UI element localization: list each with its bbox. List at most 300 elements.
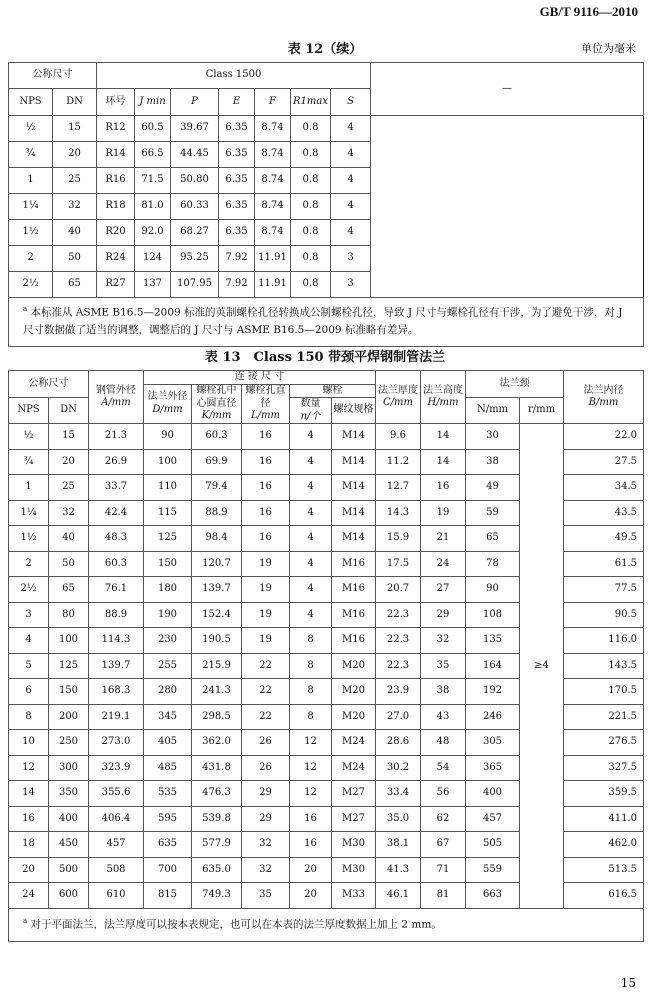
t12-cell: 50 [53,246,97,272]
t13-cell: M14 [332,475,376,501]
t12-cell: 3 [331,272,371,298]
t13-cell: 120.7 [192,551,242,577]
table-row [9,168,644,194]
t13-cell: 20 [290,857,332,883]
t12-cell: R20 [97,220,135,246]
t12-cell: 8.74 [255,142,291,168]
t12-cell: 2 [9,246,53,272]
t12-cell: 0.8 [291,246,331,272]
t12-cell: 6.35 [219,142,255,168]
t12-col-head: P [171,89,219,116]
t13-cell: 19 [242,577,290,603]
t12-cell: R14 [97,142,135,168]
t13-cell: 25 [49,475,89,501]
t13-cell: 22.0 [564,424,644,450]
t13-cell: 100 [144,449,192,475]
t13-cell: 59 [466,500,520,526]
t12-cell: 2½ [9,272,53,298]
t12-cell: 6.35 [219,168,255,194]
t12-cell: 4 [331,194,371,220]
table-row [9,194,644,220]
t13-cell: 400 [466,781,520,807]
t13-cell: M14 [332,424,376,450]
t13-cell: M16 [332,577,376,603]
t13-cell: 16 [290,832,332,858]
t13-cell: 60.3 [192,424,242,450]
table-row [9,424,644,450]
t13-cell: 81 [421,883,466,909]
t12-cell: 137 [135,272,171,298]
t13-cell: 164 [466,653,520,679]
t12-cell: 0.8 [291,194,331,220]
t13-cell: 16 [9,806,49,832]
t13-cell: 610 [89,883,144,909]
t13-cell: 400 [49,806,89,832]
t13-cell: 180 [144,577,192,603]
t13-cell: M20 [332,653,376,679]
t13-cell: 28.6 [376,730,421,756]
t13-head-thread: 螺纹规格 [332,398,376,424]
t13-head-thickness: 法兰厚度 C/mm [376,371,421,424]
t13-cell: 32 [421,628,466,654]
t13-cell: 405 [144,730,192,756]
t13-cell: 54 [421,755,466,781]
t12-cell: 8.74 [255,168,291,194]
t13-head-dn: DN [49,398,89,424]
t12-cell: R18 [97,194,135,220]
t13-cell: 280 [144,679,192,705]
t13-cell: 462.0 [564,832,644,858]
t13-cell: 190 [144,602,192,628]
t13-cell: 14 [421,449,466,475]
t13-cell: 35 [421,653,466,679]
t13-cell: 33.4 [376,781,421,807]
t13-cell: 4 [290,602,332,628]
t13-cell: M24 [332,730,376,756]
t13-cell: 65 [49,577,89,603]
t13-cell: 600 [49,883,89,909]
t13-cell: 152.4 [192,602,242,628]
t13-cell: 19 [242,628,290,654]
t13-cell: 241.3 [192,679,242,705]
t12-cell: 11.91 [255,272,291,298]
t13-cell: 18 [9,832,49,858]
t12-cell: 81.0 [135,194,171,220]
t13-cell: 90 [144,424,192,450]
t13-cell: 508 [89,857,144,883]
t13-cell: 26 [242,755,290,781]
t13-cell: 170.5 [564,679,644,705]
t13-cell: 150 [144,551,192,577]
t13-cell: M27 [332,781,376,807]
t13-cell: 635 [144,832,192,858]
t13-cell: 20.7 [376,577,421,603]
t13-cell: 5 [9,653,49,679]
t13-cell: 48.3 [89,526,144,552]
t13-head-bolt-hole: 螺栓孔直径 L/mm [242,384,290,424]
t13-cell: 76.1 [89,577,144,603]
t13-cell: 323.9 [89,755,144,781]
t13-head-nps: NPS [9,398,49,424]
t13-cell: 8 [9,704,49,730]
table12-title: 表 12（续） [287,42,363,57]
t13-cell: 20 [290,883,332,909]
t13-cell: 616.5 [564,883,644,909]
t12-cell: 0.8 [291,142,331,168]
t13-cell: 273.0 [89,730,144,756]
t13-cell: 200 [49,704,89,730]
t13-cell: 700 [144,857,192,883]
t13-cell: 4 [290,526,332,552]
t13-cell: 230 [144,628,192,654]
t13-cell: M24 [332,755,376,781]
t13-cell: 3 [9,602,49,628]
t13-cell: 355.6 [89,781,144,807]
t13-cell: 30.2 [376,755,421,781]
t13-cell: 4 [290,449,332,475]
t13-cell: 11.2 [376,449,421,475]
table-row [9,142,644,168]
t13-cell: 30 [466,424,520,450]
t13-cell: 4 [290,500,332,526]
t13-cell: 79.4 [192,475,242,501]
t13-cell: 139.7 [192,577,242,603]
t13-head-neck: 法兰颈 [466,371,564,398]
t13-head-bolt: 螺栓 [290,384,376,398]
t13-cell: 4 [9,628,49,654]
t13-cell: 49 [466,475,520,501]
t12-cell: 6.35 [219,194,255,220]
t13-cell: 32 [242,857,290,883]
t13-head-neck-r: r/mm [520,398,564,424]
t13-cell: 406.4 [89,806,144,832]
t12-col-head: NPS [9,89,53,116]
t13-cell: ¾ [9,449,49,475]
t13-cell: 100 [49,628,89,654]
t12-cell: 92.0 [135,220,171,246]
t13-cell: 26.9 [89,449,144,475]
t13-cell: 125 [49,653,89,679]
t13-cell: 190.5 [192,628,242,654]
t13-cell: 116.0 [564,628,644,654]
t13-cell: 19 [242,602,290,628]
t13-cell: M16 [332,602,376,628]
t13-cell: 168.3 [89,679,144,705]
t12-cell: 4 [331,220,371,246]
t13-cell: 40 [49,526,89,552]
t13-cell: 663 [466,883,520,909]
t13-cell: 20 [49,449,89,475]
t13-cell: 505 [466,832,520,858]
t12-col-head: E [219,89,255,116]
t13-cell: 29 [421,602,466,628]
t13-cell: 69.9 [192,449,242,475]
t12-col-head: J min [135,89,171,116]
t13-cell: M16 [332,551,376,577]
t13-cell: 143.5 [564,653,644,679]
t13-cell: 19 [421,500,466,526]
t13-cell: 350 [49,781,89,807]
t13-cell: 16 [242,449,290,475]
t13-cell: 255 [144,653,192,679]
table13 [8,370,644,942]
t13-cell: 62 [421,806,466,832]
t13-cell: 48 [421,730,466,756]
table12-unit: 单位为毫米 [581,42,636,55]
t13-cell: 14 [421,424,466,450]
t13-cell: 35.0 [376,806,421,832]
t12-cell: 60.5 [135,116,171,142]
t13-cell: M14 [332,500,376,526]
t13-cell: 359.5 [564,781,644,807]
t13-head-bore: 法兰内径 B/mm [564,371,644,424]
t13-cell: ½ [9,424,49,450]
t13-cell: 27 [421,577,466,603]
t13-cell: 22.3 [376,628,421,654]
t13-cell: 500 [49,857,89,883]
t13-cell: 77.5 [564,577,644,603]
t13-cell: 38 [421,679,466,705]
t13-cell: 49.5 [564,526,644,552]
t13-cell: 125 [144,526,192,552]
table13-title: 表 13 Class 150 带颈平焊钢制管法兰 [204,350,446,365]
table-row [9,246,644,272]
t12-cell: ½ [9,116,53,142]
t13-cell: 23.9 [376,679,421,705]
t13-cell: 88.9 [89,602,144,628]
t13-footnote: $^a$ 对于平面法兰，法兰厚度可以按本表规定，也可以在本表的法兰厚度数据上加上 2 mm。 [9,908,644,941]
t13-cell: 114.3 [89,628,144,654]
t12-footnote: $^a$ 本标准从 ASME B16.5—2009 标准的英制螺栓孔径转换成公制螺栓孔径，导致 J 尺寸与螺栓孔径有干涉，为了避免干涉，对 J 尺寸数据做了适当的调整，调整后的 J 尺寸与 ASME B16.5—2009 标准略有差异。 [9,298,644,347]
t13-cell: 10 [9,730,49,756]
t13-cell: 19 [242,551,290,577]
t13-cell: 362.0 [192,730,242,756]
t12-cell: ¾ [9,142,53,168]
t12-cell: 68.27 [171,220,219,246]
t13-cell: 221.5 [564,704,644,730]
t13-cell: 22 [242,704,290,730]
t12-cell: 4 [331,168,371,194]
t13-cell: 749.3 [192,883,242,909]
t13-cell: 4 [290,424,332,450]
t12-cell: 50.80 [171,168,219,194]
t12-cell: R24 [97,246,135,272]
t13-cell: 90.5 [564,602,644,628]
t13-cell: 26 [242,730,290,756]
t13-cell: 14.3 [376,500,421,526]
t13-cell: 15 [49,424,89,450]
t12-cell: 66.5 [135,142,171,168]
t13-head-bolt-circle: 螺栓孔中心圆直径 K/mm [192,384,242,424]
t12-cell: 71.5 [135,168,171,194]
t13-cell: 219.1 [89,704,144,730]
t13-cell: 139.7 [89,653,144,679]
t13-cell: 8 [290,653,332,679]
t13-cell: 450 [49,832,89,858]
t13-cell: 80 [49,602,89,628]
t12-cell: R12 [97,116,135,142]
t12-col-head: S [331,89,371,116]
t13-cell: 192 [466,679,520,705]
t12-cell: 4 [331,116,371,142]
t13-head-height: 法兰高度 H/mm [421,371,466,424]
t13-cell: 305 [466,730,520,756]
t13-cell: 32 [49,500,89,526]
t12-cell: 40 [53,220,97,246]
t13-cell: 34.5 [564,475,644,501]
t12-col-head: DN [53,89,97,116]
t13-cell: 43.5 [564,500,644,526]
t13-cell: 50 [49,551,89,577]
t13-cell: 2 [9,551,49,577]
t13-cell: 27.0 [376,704,421,730]
t13-cell: 150 [49,679,89,705]
t13-head-nominal: 公称尺寸 [9,371,89,398]
t13-cell: 12 [290,730,332,756]
t12-cell: 20 [53,142,97,168]
t13-cell: M30 [332,857,376,883]
t13-cell: M20 [332,704,376,730]
t13-cell: 60.3 [89,551,144,577]
page-number: 15 [620,976,636,990]
t13-cell: 815 [144,883,192,909]
t12-cell: 32 [53,194,97,220]
t12-head-nominal: 公称尺寸 [9,63,97,89]
t12-cell: 0.8 [291,220,331,246]
t13-cell: 16 [242,424,290,450]
t13-cell: 6 [9,679,49,705]
t13-cell: 24 [9,883,49,909]
t13-cell: 559 [466,857,520,883]
t13-cell: 476.3 [192,781,242,807]
t13-cell: 67 [421,832,466,858]
t13-cell: 15.9 [376,526,421,552]
t13-cell: 22.3 [376,602,421,628]
t13-cell: 16 [242,475,290,501]
table12 [8,62,644,347]
t12-cell: 8.74 [255,116,291,142]
t13-cell: 12 [290,755,332,781]
table-row [9,116,644,142]
t13-cell: 1½ [9,526,49,552]
t13-cell: 20 [9,857,49,883]
t12-cell: 8.74 [255,220,291,246]
t13-cell: 41.3 [376,857,421,883]
t12-cell: 6.35 [219,116,255,142]
t13-cell: 4 [290,475,332,501]
t12-cell: 0.8 [291,168,331,194]
t13-cell: 17.5 [376,551,421,577]
t13-cell: 56 [421,781,466,807]
t12-cell: 60.33 [171,194,219,220]
t13-head-flange-od: 法兰外径 D/mm [144,384,192,424]
t13-cell: 457 [89,832,144,858]
t12-cell: 95.25 [171,246,219,272]
t12-cell: 1¼ [9,194,53,220]
t13-cell: 61.5 [564,551,644,577]
t13-cell: 250 [49,730,89,756]
t13-cell: M27 [332,806,376,832]
t13-cell: 110 [144,475,192,501]
t13-cell: 12 [9,755,49,781]
t12-cell: 11.91 [255,246,291,272]
t13-cell: 88.9 [192,500,242,526]
t13-cell: 276.5 [564,730,644,756]
t13-cell: M30 [332,832,376,858]
t13-cell: 29 [242,806,290,832]
t13-cell: 485 [144,755,192,781]
t13-neck-r-merged: ≥4 [520,424,564,909]
t12-col-head: 环号 [97,89,135,116]
t13-cell: 4 [290,551,332,577]
t13-cell: 16 [242,500,290,526]
standard-code: GB/T 9116—2010 [539,4,638,19]
t12-cell: 8.74 [255,194,291,220]
t12-cell: R27 [97,272,135,298]
t13-head-bolt-qty: 数量 n/个 [290,398,332,424]
t13-cell: M16 [332,628,376,654]
t13-cell: 535 [144,781,192,807]
t13-cell: 21.3 [89,424,144,450]
t13-head-neck-n: N/mm [466,398,520,424]
t13-cell: 46.1 [376,883,421,909]
t13-cell: 300 [49,755,89,781]
t12-col-head: R1max [291,89,331,116]
t13-cell: 135 [466,628,520,654]
t13-head-pipe-od: 钢管外径 A/mm [89,371,144,424]
t13-cell: 431.8 [192,755,242,781]
t13-cell: 22.3 [376,653,421,679]
table-row [9,220,644,246]
t12-cell: 15 [53,116,97,142]
t13-cell: 16 [242,526,290,552]
t13-cell: 513.5 [564,857,644,883]
table-row [9,272,644,298]
t13-cell: 12.7 [376,475,421,501]
t12-cell: 124 [135,246,171,272]
t13-cell: 595 [144,806,192,832]
t13-cell: 38.1 [376,832,421,858]
t13-cell: 33.7 [89,475,144,501]
t12-cell: 3 [331,246,371,272]
t12-cell: 0.8 [291,116,331,142]
t13-cell: 1 [9,475,49,501]
t13-cell: 635.0 [192,857,242,883]
t13-cell: 4 [290,577,332,603]
t12-cell: 65 [53,272,97,298]
t12-cell: 4 [331,142,371,168]
t13-cell: 43 [421,704,466,730]
t13-cell: 577.9 [192,832,242,858]
t13-cell: 22 [242,653,290,679]
t12-col-head: F [255,89,291,116]
t13-cell: 215.9 [192,653,242,679]
t12-cell: 0.8 [291,272,331,298]
t12-cell: 7.92 [219,272,255,298]
t13-cell: 32 [242,832,290,858]
t13-head-connection: 连 接 尺 寸 [144,371,376,385]
t13-cell: 71 [421,857,466,883]
t13-cell: 14 [9,781,49,807]
t12-right-dash: — [371,63,644,116]
t13-cell: 298.5 [192,704,242,730]
t13-cell: 345 [144,704,192,730]
t13-cell: 35 [242,883,290,909]
t13-cell: 21 [421,526,466,552]
t13-cell: M20 [332,679,376,705]
t13-cell: 27.5 [564,449,644,475]
t13-cell: 16 [421,475,466,501]
